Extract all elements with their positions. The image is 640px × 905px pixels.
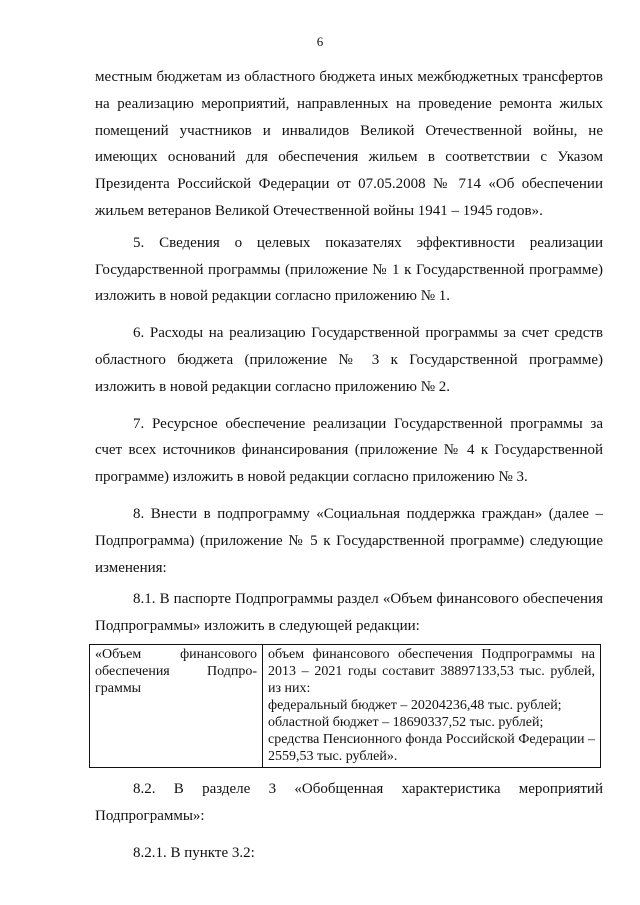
table-cell-value — [263, 644, 601, 767]
table-value-line: областной бюджет – 18690337,52 тыс. рублей; — [268, 714, 544, 730]
paragraph-5: 5. Сведения о целевых показателях эффективности реализации Государственной программы (приложение № 1 к Государственной программе) изложить в новой редакции согласно приложению № 1. — [95, 234, 603, 305]
table-value-line: федеральный бюджет – 20204236,48 тыс. рублей; — [268, 697, 562, 713]
paragraph-6: 6. Расходы на реализацию Государственной программы за счет средств областного бюджета (приложение № 3 к Государственной программе) изложить в новой редакции согласно приложению № 2. — [95, 325, 603, 395]
table-row — [90, 644, 601, 767]
paragraph-8: 8. Внести в подпрограмму «Социальная поддержка граждан» (далее – Подпрограмма) (приложение № 5 к Государственной программе) следующие изменения: — [95, 505, 603, 576]
table-value-line: средства Пенсионного фонда Российской Федерации – 2559,53 тыс. рублей». — [268, 731, 595, 764]
document-body — [95, 64, 603, 866]
paragraph-8-2: 8.2. В разделе 3 «Обобщенная характеристика мероприятий Подпрограммы»: — [95, 780, 603, 824]
passport-table — [89, 644, 601, 768]
table-value-line: объем финансового обеспечения Подпрограммы на 2013 – 2021 годы составит 38897133,53 тыс. рублей, из них: — [268, 646, 595, 696]
paragraph-8-1: 8.1. В паспорте Подпрограммы раздел «Объем финансового обеспечения Подпрограммы» изложить в следующей редакции: — [95, 591, 603, 635]
page-number: 6 — [316, 34, 324, 49]
table-cell-label: «Объем финансового обеспечения Подпро-граммы — [90, 644, 263, 767]
paragraph-continuation: местным бюджетам из областного бюджета иных межбюджетных трансфертов на реализацию мероприятий, направленных на проведение ремонта жилых помещений участников и инвалидов Великой Отечественной войны, не имеющих оснований для обеспечения жильем в соответствии с Указом Президента Российской Федерации от 07.05.2008 № 714 «Об обеспечении жильем ветеранов Великой Отечественной войны 1941 – 1945 годов». — [95, 69, 603, 219]
paragraph-8-2-1: 8.2.1. В пункте 3.2: — [133, 844, 255, 861]
paragraph-7: 7. Ресурсное обеспечение реализации Государственной программы за счет всех источников финансирования (приложение № 4 к Государственной программе) изложить в новой редакции согласно приложению № 3. — [95, 415, 603, 486]
